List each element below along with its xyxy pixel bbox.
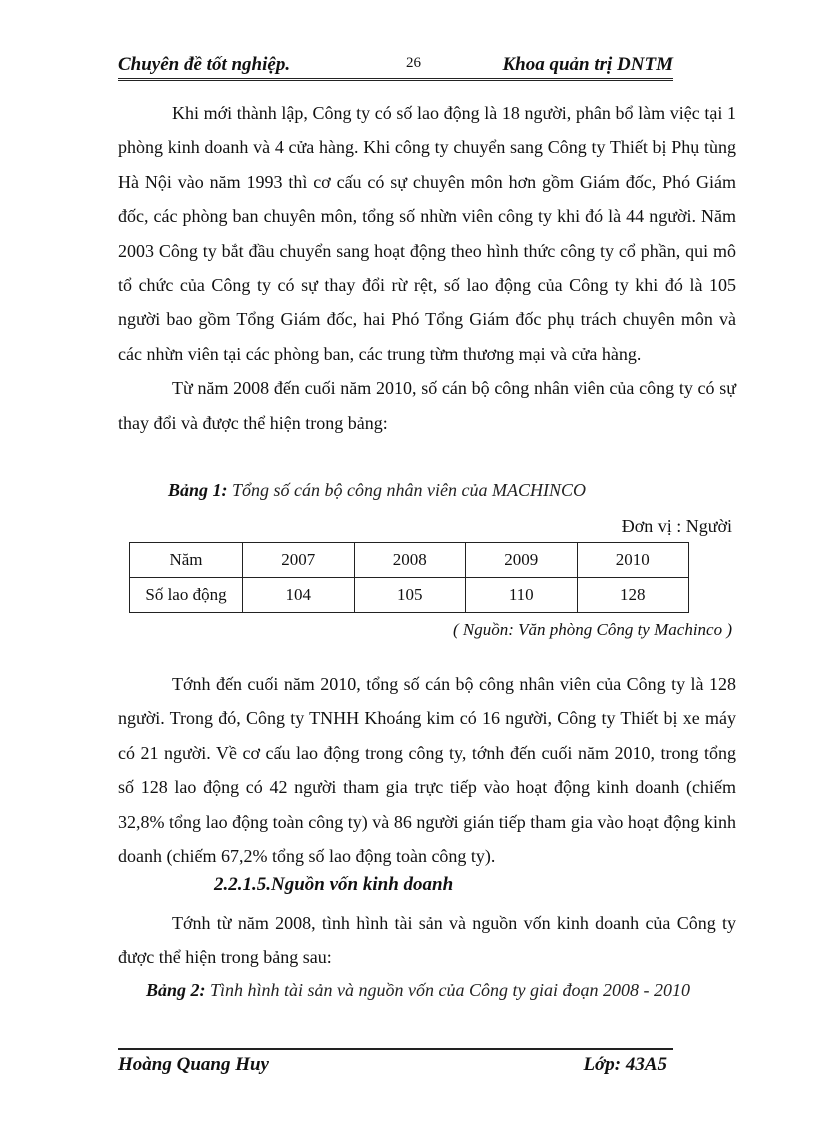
table-cell-value: 110	[466, 578, 578, 613]
paragraph-staff-structure: Tớnh đến cuối năm 2010, tổng số cán bộ công nhân viên của Công ty là 128 người. Trong đó, Công ty TNHH Khoáng kim có 16 người, Công ty Thiết bị xe máy có 21 người. Về cơ cấu lao động trong công ty, tớnh đến cuối năm 2010, trong tổng số 128 lao động có 42 người tham gia trực tiếp vào hoạt động kinh doanh (chiếm 32,8% tổng lao động toàn công ty) và 86 người gián tiếp tham gia vào hoạt động kinh doanh (chiếm 67,2% tổng số lao động toàn công ty).	[118, 674, 736, 867]
footer-author: Hoàng Quang Huy	[118, 1054, 269, 1075]
table-cell-value: 128	[577, 578, 689, 613]
table1-source: ( Nguồn: Văn phòng Công ty Machinco )	[452, 620, 732, 639]
table1-caption-text: Tổng số cán bộ công nhân viên của MACHINCO	[232, 480, 586, 500]
table2-caption-label: Bảng 2:	[146, 980, 206, 1000]
page-header	[118, 52, 673, 81]
table-row-staff	[130, 578, 689, 613]
table-cell-year: 2008	[354, 543, 466, 578]
table-row-header-year: Năm	[130, 543, 243, 578]
paragraph-capital-intro: Tớnh từ năm 2008, tình hình tài sản và nguồn vốn kinh doanh của Công ty được thể hiện trong bảng sau:	[118, 913, 736, 968]
section-heading: 2.2.1.5.Nguồn vốn kinh doanh	[214, 874, 454, 895]
table-cell-year: 2009	[466, 543, 578, 578]
footer-class: Lớp: 43A5	[583, 1054, 667, 1075]
table1-caption-label: Bảng 1:	[168, 480, 228, 500]
header-document-type: Chuyên đề tốt nghiệp.	[118, 54, 291, 75]
paragraph-block-1	[118, 96, 736, 440]
paragraph-block-3	[118, 906, 736, 975]
paragraph-table-intro: Từ năm 2008 đến cuối năm 2010, số cán bộ công nhân viên của công ty có sự thay đổi và được thể hiện trong bảng:	[118, 378, 736, 433]
staff-table	[129, 542, 689, 613]
page-number: 26	[406, 55, 421, 71]
table-cell-year: 2010	[577, 543, 689, 578]
table-row-header-staff: Số lao động	[130, 578, 243, 613]
table2-caption	[146, 980, 690, 1001]
table-row-years	[130, 543, 689, 578]
table1-caption	[168, 480, 586, 501]
paragraph-staff-history: Khi mới thành lập, Công ty có số lao động là 18 người, phân bổ làm việc tại 1 phòng kinh doanh và 4 cửa hàng. Khi công ty chuyển sang Công ty Thiết bị Phụ tùng Hà Nội vào năm 1993 thì cơ cấu có sự chuyên môn hơn gồm Giám đốc, Phó Giám đốc, các phòng ban chuyên môn, tổng số nhừn viên công ty khi đó là 44 người. Năm 2003 Công ty bắt đầu chuyển sang hoạt động theo hình thức công ty cổ phần, qui mô tổ chức của Công ty có sự thay đổi rừ rệt, số lao động của Công ty khi đó là 105 người bao gồm Tổng Giám đốc, hai Phó Tổng Giám đốc phụ trách chuyên môn và các nhừn viên tại các phòng ban, các trung từm thương mại và cửa hàng.	[118, 103, 736, 364]
table-cell-year: 2007	[243, 543, 355, 578]
table1-unit: Đơn vị : Người	[621, 516, 732, 536]
paragraph-block-2	[118, 667, 736, 873]
table-cell-value: 104	[243, 578, 355, 613]
header-faculty: Khoa quản trị DNTM	[502, 54, 673, 75]
table-cell-value: 105	[354, 578, 466, 613]
table2-caption-text: Tình hình tài sản và nguồn vốn của Công ty giai đoạn 2008 - 2010	[210, 980, 690, 1000]
page-footer	[118, 1048, 673, 1078]
